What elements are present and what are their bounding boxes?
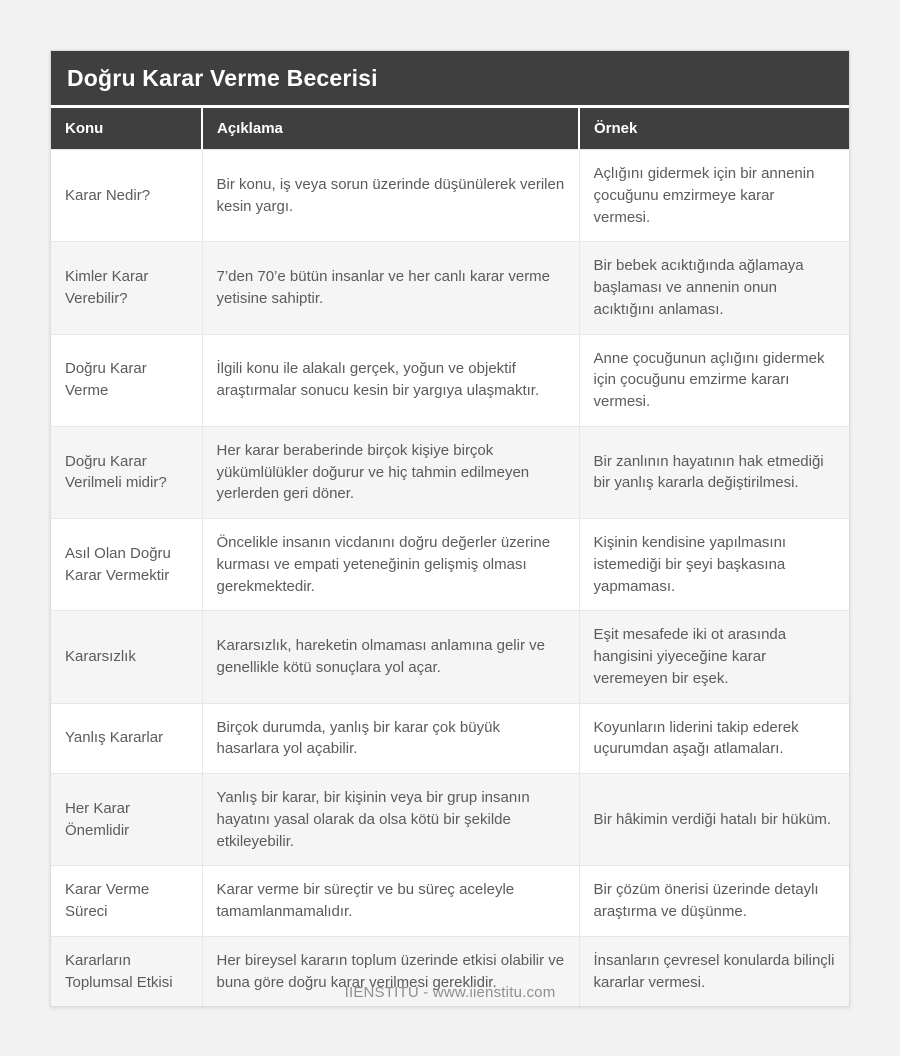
row-example-cell: Açlığını gidermek için bir annenin çocuğunu emzirmeye karar vermesi. <box>579 150 849 242</box>
row-description-cell: Kararsızlık, hareketin olmaması anlamına gelir ve genellikle kötü sonuçlara yol açar. <box>202 611 579 703</box>
column-header-ornek: Örnek <box>579 108 849 150</box>
row-description-cell: Her karar beraberinde birçok kişiye birçok yükümlülükler doğurur ve hiç tahmin edilmeyen yerlerden geri döner. <box>202 426 579 518</box>
row-example-cell: Anne çocuğunun açlığını gidermek için çocuğunu emzirme kararı vermesi. <box>579 334 849 426</box>
table-row <box>51 150 849 242</box>
table-row <box>51 611 849 703</box>
row-description-cell: Her bireysel kararın toplum üzerinde etkisi olabilir ve buna göre doğru karar verilmesi gereklidir. <box>202 936 579 1006</box>
row-example-cell: Bir hâkimin verdiği hatalı bir hüküm. <box>579 774 849 866</box>
table-row <box>51 334 849 426</box>
table-row <box>51 519 849 611</box>
column-header-konu: Konu <box>51 108 202 150</box>
row-topic-cell: Doğru Karar Verme <box>51 334 202 426</box>
row-description-cell: 7’den 70’e bütün insanlar ve her canlı karar verme yetisine sahiptir. <box>202 242 579 334</box>
row-example-cell: Koyunların liderini takip ederek uçurumdan aşağı atlamaları. <box>579 703 849 774</box>
row-description-cell: İlgili konu ile alakalı gerçek, yoğun ve objektif araştırmalar sonucu kesin bir yargıya ulaşmaktır. <box>202 334 579 426</box>
row-example-cell: Kişinin kendisine yapılmasını istemediği bir şeyi başkasına yapmaması. <box>579 519 849 611</box>
row-description-cell: Karar verme bir süreçtir ve bu süreç aceleyle tamamlanmamalıdır. <box>202 866 579 937</box>
table-row <box>51 774 849 866</box>
table-row <box>51 426 849 518</box>
footer-credit: IIENSTITU - www.iienstitu.com <box>344 984 556 1001</box>
row-description-cell: Bir konu, iş veya sorun üzerinde düşünülerek verilen kesin yargı. <box>202 150 579 242</box>
row-topic-cell: Karar Nedir? <box>51 150 202 242</box>
decision-table <box>51 108 849 1006</box>
row-example-cell: Bir zanlının hayatının hak etmediği bir yanlış kararla değiştirilmesi. <box>579 426 849 518</box>
column-header-aciklama: Açıklama <box>202 108 579 150</box>
page-title: Doğru Karar Verme Becerisi <box>67 64 378 91</box>
row-example-cell: Bir bebek acıktığında ağlamaya başlaması ve annenin onun acıktığını anlaması. <box>579 242 849 334</box>
table-header-row <box>51 108 849 150</box>
table-row <box>51 866 849 937</box>
row-example-cell: Eşit mesafede iki ot arasında hangisini yiyeceğine karar veremeyen bir eşek. <box>579 611 849 703</box>
row-topic-cell: Doğru Karar Verilmeli midir? <box>51 426 202 518</box>
row-description-cell: Öncelikle insanın vicdanını doğru değerler üzerine kurması ve empati yeteneğinin gelişmiş olması gerekmektedir. <box>202 519 579 611</box>
row-description-cell: Birçok durumda, yanlış bir karar çok büyük hasarlara yol açabilir. <box>202 703 579 774</box>
table-body <box>51 150 849 1007</box>
table-row <box>51 242 849 334</box>
row-topic-cell: Kararsızlık <box>51 611 202 703</box>
row-topic-cell: Her Karar Önemlidir <box>51 774 202 866</box>
row-topic-cell: Kimler Karar Verebilir? <box>51 242 202 334</box>
row-example-cell: İnsanların çevresel konularda bilinçli kararlar vermesi. <box>579 936 849 1006</box>
row-topic-cell: Yanlış Kararlar <box>51 703 202 774</box>
row-topic-cell: Kararların Toplumsal Etkisi <box>51 936 202 1006</box>
decision-table-card <box>50 50 850 1007</box>
table-row <box>51 703 849 774</box>
row-topic-cell: Asıl Olan Doğru Karar Vermektir <box>51 519 202 611</box>
row-example-cell: Bir çözüm önerisi üzerinde detaylı araştırma ve düşünme. <box>579 866 849 937</box>
row-description-cell: Yanlış bir karar, bir kişinin veya bir grup insanın hayatını yasal olarak da olsa kötü bir şekilde etkileyebilir. <box>202 774 579 866</box>
row-topic-cell: Karar Verme Süreci <box>51 866 202 937</box>
table-title-bar <box>51 51 849 105</box>
